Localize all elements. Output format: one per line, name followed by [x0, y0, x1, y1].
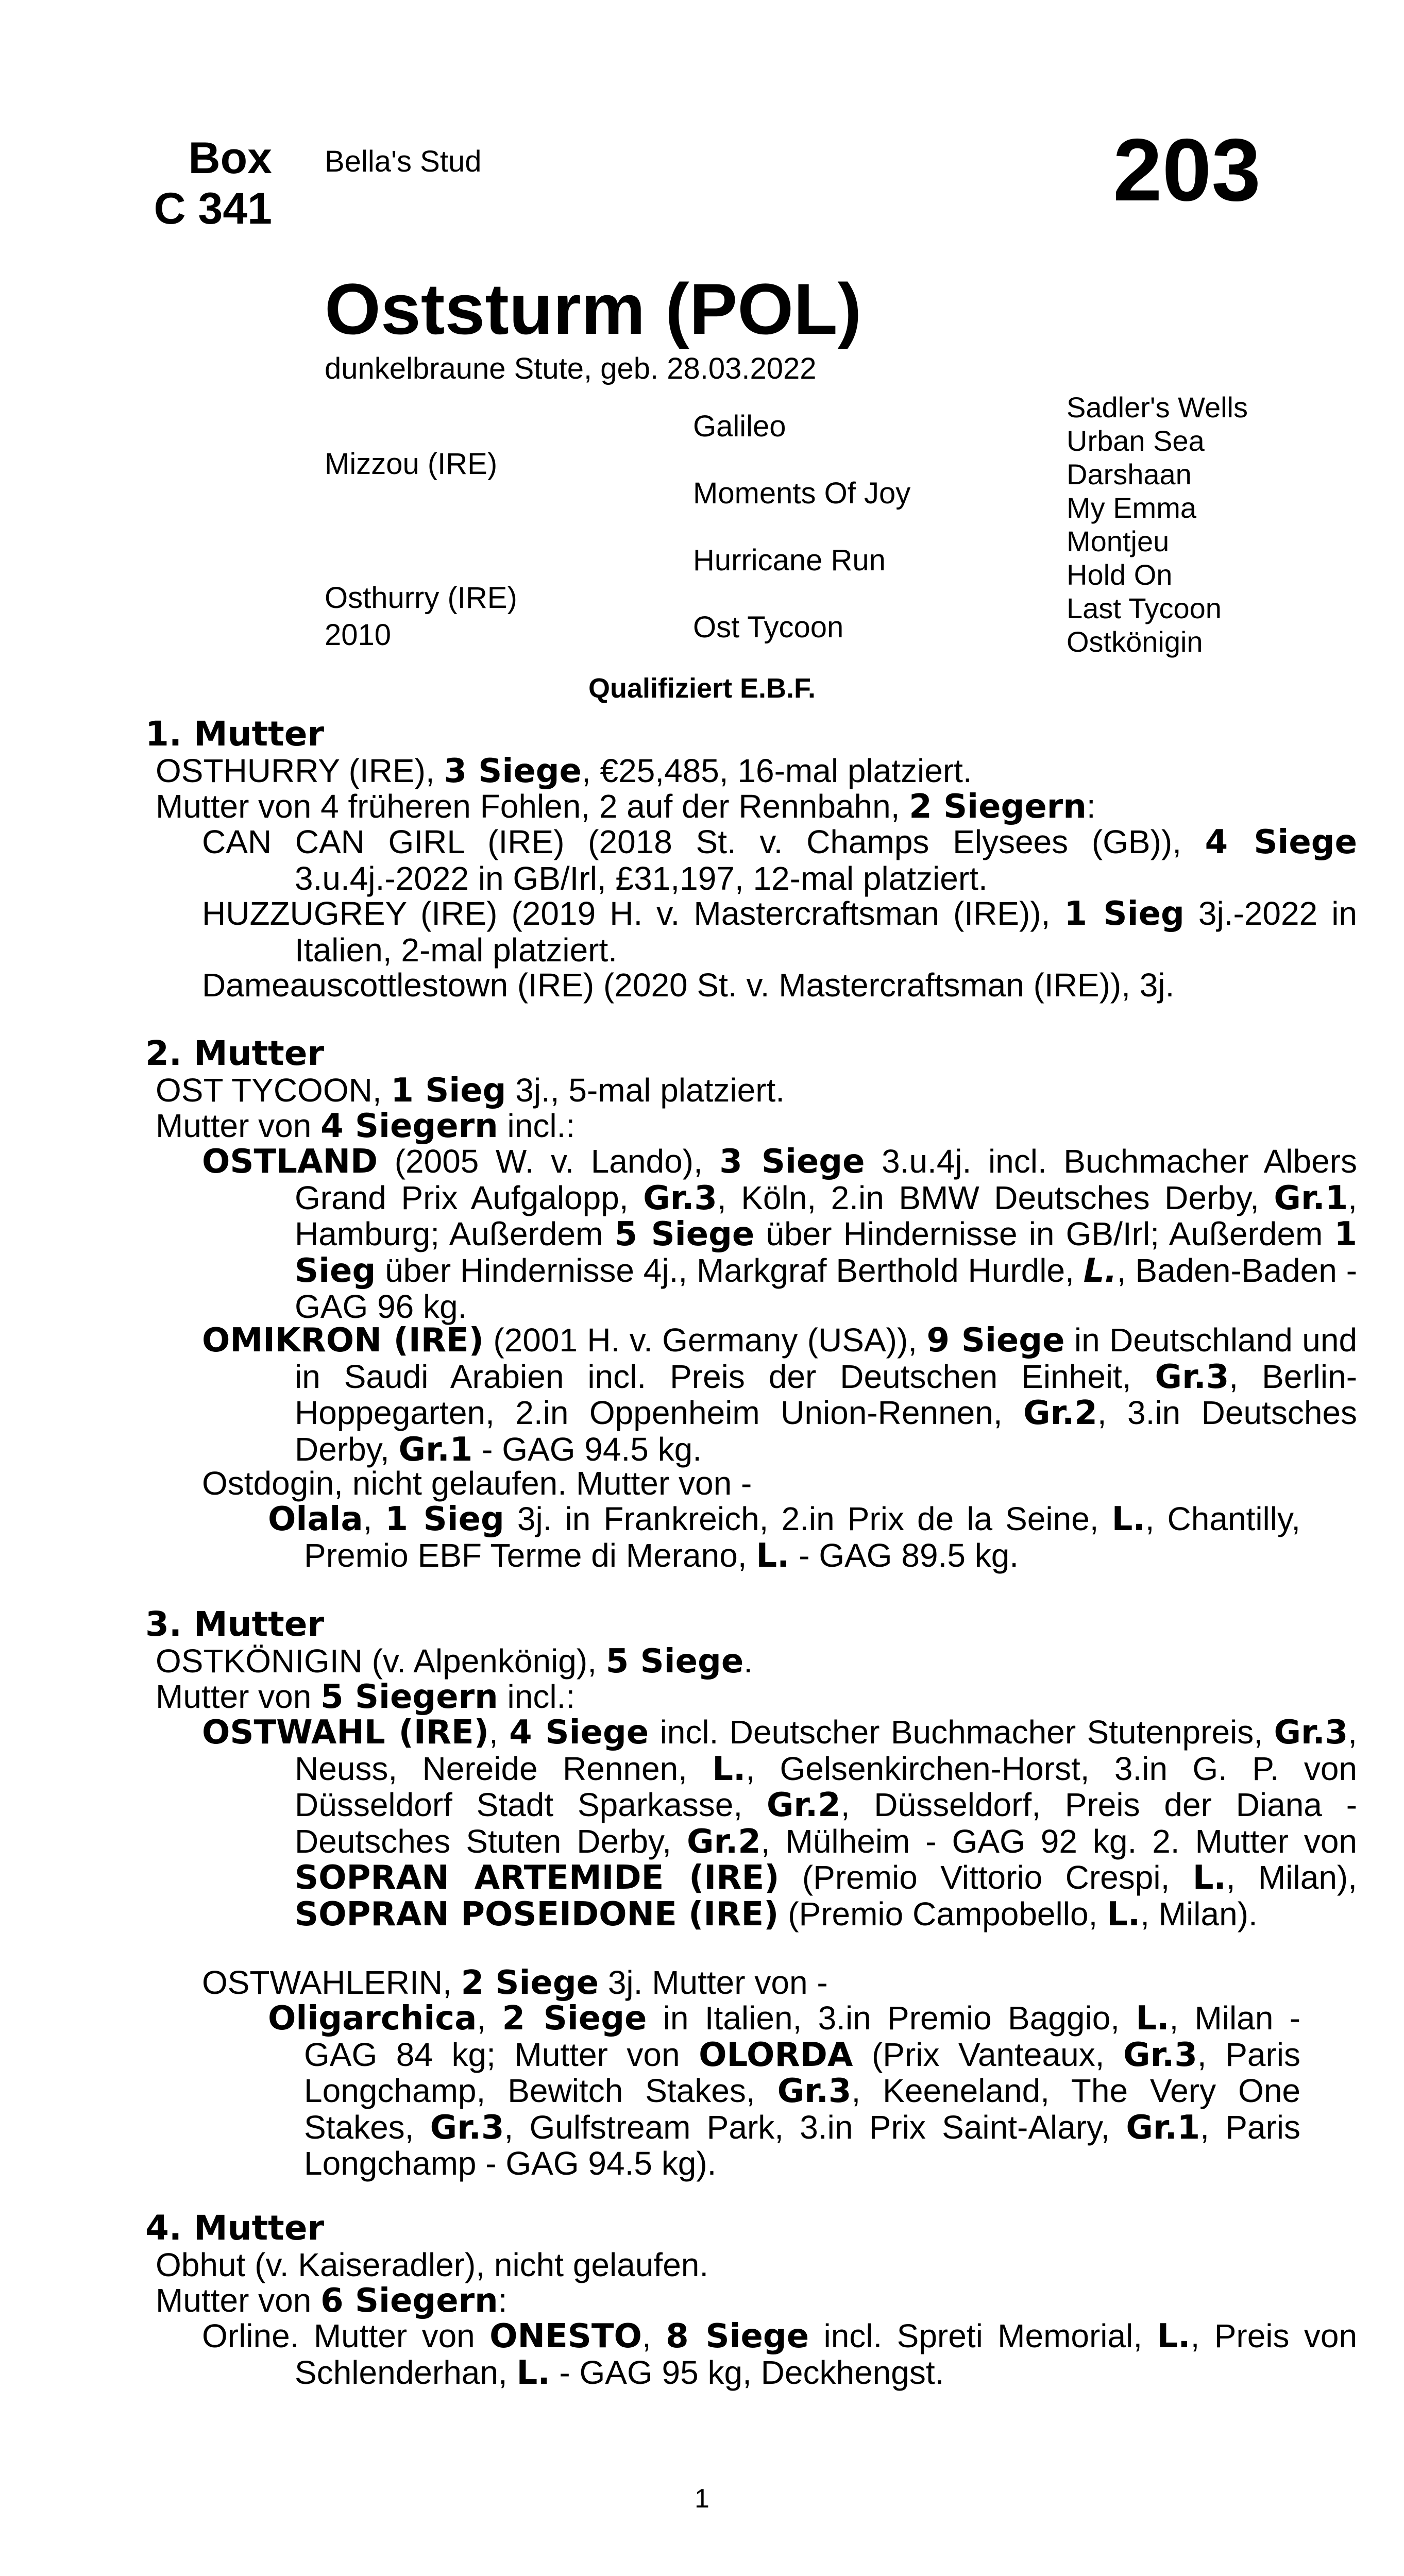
produce-summary: Mutter von 4 Siegern incl.:: [156, 1107, 576, 1145]
dam-record: OST TYCOON, 1 Sieg 3j., 5-mal platziert.: [156, 1072, 785, 1110]
section-heading-second-dam: 2. Mutter: [145, 1033, 325, 1073]
pedigree-dam: Osthurry (IRE): [325, 581, 517, 615]
pedigree-gen3-item: Montjeu: [1067, 525, 1170, 557]
produce-entry: HUZZUGREY (IRE) (2019 H. v. Mastercraftsman (IRE)), 1 Sieg 3j.-2022 in Italien, 2-mal platziert.: [202, 895, 1358, 969]
produce-entry: Ostdogin, nicht gelaufen. Mutter von -: [202, 1465, 752, 1502]
page-number: 1: [695, 2484, 709, 2514]
produce-entry: OMIKRON (IRE) (2001 H. v. Germany (USA)), 9 Siege in Deutschland und in Saudi Arabien incl. Preis der Deutschen Einheit, Gr.3, Berlin-Hoppegarten, 2.in Oppenheim Union-Rennen, Gr.2, 3.in Deutsches Derby, Gr.1 - GAG 94.5 kg.: [202, 1321, 1358, 1469]
produce-entry: Olala, 1 Sieg 3j. in Frankreich, 2.in Prix de la Seine, L., Chantilly, Premio EBF Terme di Merano, L. - GAG 89.5 kg.: [268, 1500, 1300, 1575]
produce-entry: CAN CAN GIRL (IRE) (2018 St. v. Champs Elysees (GB)), 4 Siege 3.u.4j.-2022 in GB/Irl, £31,197, 12-mal platziert.: [202, 823, 1358, 897]
section-heading-third-dam: 3. Mutter: [145, 1604, 325, 1644]
produce-entry: OSTWAHL (IRE), 4 Siege incl. Deutscher Buchmacher Stutenpreis, Gr.3, Neuss, Nereide Rennen, L., Gelsenkirchen-Horst, 3.in G. P. von Düsseldorf Stadt Sparkasse, Gr.2, Düsseldorf, Preis der Diana - Deutsches Stuten Derby, Gr.2, Mülheim - GAG 92 kg. 2. Mutter von SOPRAN ARTEMIDE (IRE) (Premio Vittorio Crespi, L., Milan), SOPRAN POSEIDONE (IRE) (Premio Campobello, L., Milan).: [202, 1714, 1358, 1934]
consignor-name: Bella's Stud: [325, 145, 482, 178]
pedigree-gen3-item: Sadler's Wells: [1067, 391, 1248, 423]
pedigree-sire: Mizzou (IRE): [325, 447, 498, 481]
pedigree-gen3-item: Darshaan: [1067, 458, 1192, 490]
pedigree-gen2-item: Galileo: [693, 410, 786, 443]
pedigree-gen3-item: My Emma: [1067, 492, 1196, 524]
produce-summary: Mutter von 6 Siegern:: [156, 2282, 508, 2320]
horse-name: Oststurm (POL): [325, 268, 862, 349]
qualification-note: Qualifiziert E.B.F.: [588, 673, 816, 704]
pedigree-gen3-item: Last Tycoon: [1067, 592, 1222, 624]
pedigree-gen2-item: Hurricane Run: [693, 544, 886, 577]
produce-entry: OSTLAND (2005 W. v. Lando), 3 Siege 3.u.4j. incl. Buchmacher Albers Grand Prix Aufgalopp, Gr.3, Köln, 2.in BMW Deutsches Derby, Gr.1, Hamburg; Außerdem 5 Siege über Hindernisse in GB/Irl; Außerdem 1 Sieg über Hindernisse 4j., Markgraf Berthold Hurdle, L., Baden-Baden - GAG 96 kg.: [202, 1143, 1358, 1325]
box-number: C 341: [154, 184, 272, 233]
dam-record: OSTKÖNIGIN (v. Alpenkönig), 5 Siege.: [156, 1642, 753, 1681]
dam-record: Obhut (v. Kaiseradler), nicht gelaufen.: [156, 2246, 709, 2283]
produce-entry: Oligarchica, 2 Siege in Italien, 3.in Premio Baggio, L., Milan - GAG 84 kg; Mutter von OLORDA (Prix Vanteaux, Gr.3, Paris Longchamp, Bewitch Stakes, Gr.3, Keeneland, The Very One Stakes, Gr.3, Gulfstream Park, 3.in Prix Saint-Alary, Gr.1, Paris Longchamp - GAG 94.5 kg).: [268, 1999, 1301, 2182]
horse-description: dunkelbraune Stute, geb. 28.03.2022: [325, 352, 817, 385]
pedigree-gen2-item: Ost Tycoon: [693, 611, 844, 644]
pedigree-gen3-item: Ostkönigin: [1067, 625, 1203, 658]
produce-entry: Dameauscottlestown (IRE) (2020 St. v. Mastercraftsman (IRE)), 3j.: [202, 967, 1175, 1004]
pedigree-gen3-item: Hold On: [1067, 558, 1173, 591]
section-heading-fourth-dam: 4. Mutter: [145, 2208, 325, 2248]
pedigree-dam-year: 2010: [325, 618, 392, 652]
pedigree-gen3-item: Urban Sea: [1067, 425, 1205, 457]
box-label: Box: [188, 133, 272, 183]
pedigree-gen2-item: Moments Of Joy: [693, 477, 911, 510]
produce-entry: OSTWAHLERIN, 2 Siege 3j. Mutter von -: [202, 1964, 828, 2002]
produce-entry: Orline. Mutter von ONESTO, 8 Siege incl. Spreti Memorial, L., Preis von Schlenderhan, L. - GAG 95 kg, Deckhengst.: [202, 2317, 1358, 2392]
dam-record: OSTHURRY (IRE), 3 Siege, €25,485, 16-mal platziert.: [156, 752, 972, 790]
lot-number: 203: [1113, 121, 1261, 219]
produce-summary: Mutter von 5 Siegern incl.:: [156, 1678, 576, 1716]
section-heading-first-dam: 1. Mutter: [145, 714, 325, 754]
box-location: [144, 133, 272, 234]
produce-summary: Mutter von 4 früheren Fohlen, 2 auf der Rennbahn, 2 Siegern:: [156, 788, 1096, 826]
